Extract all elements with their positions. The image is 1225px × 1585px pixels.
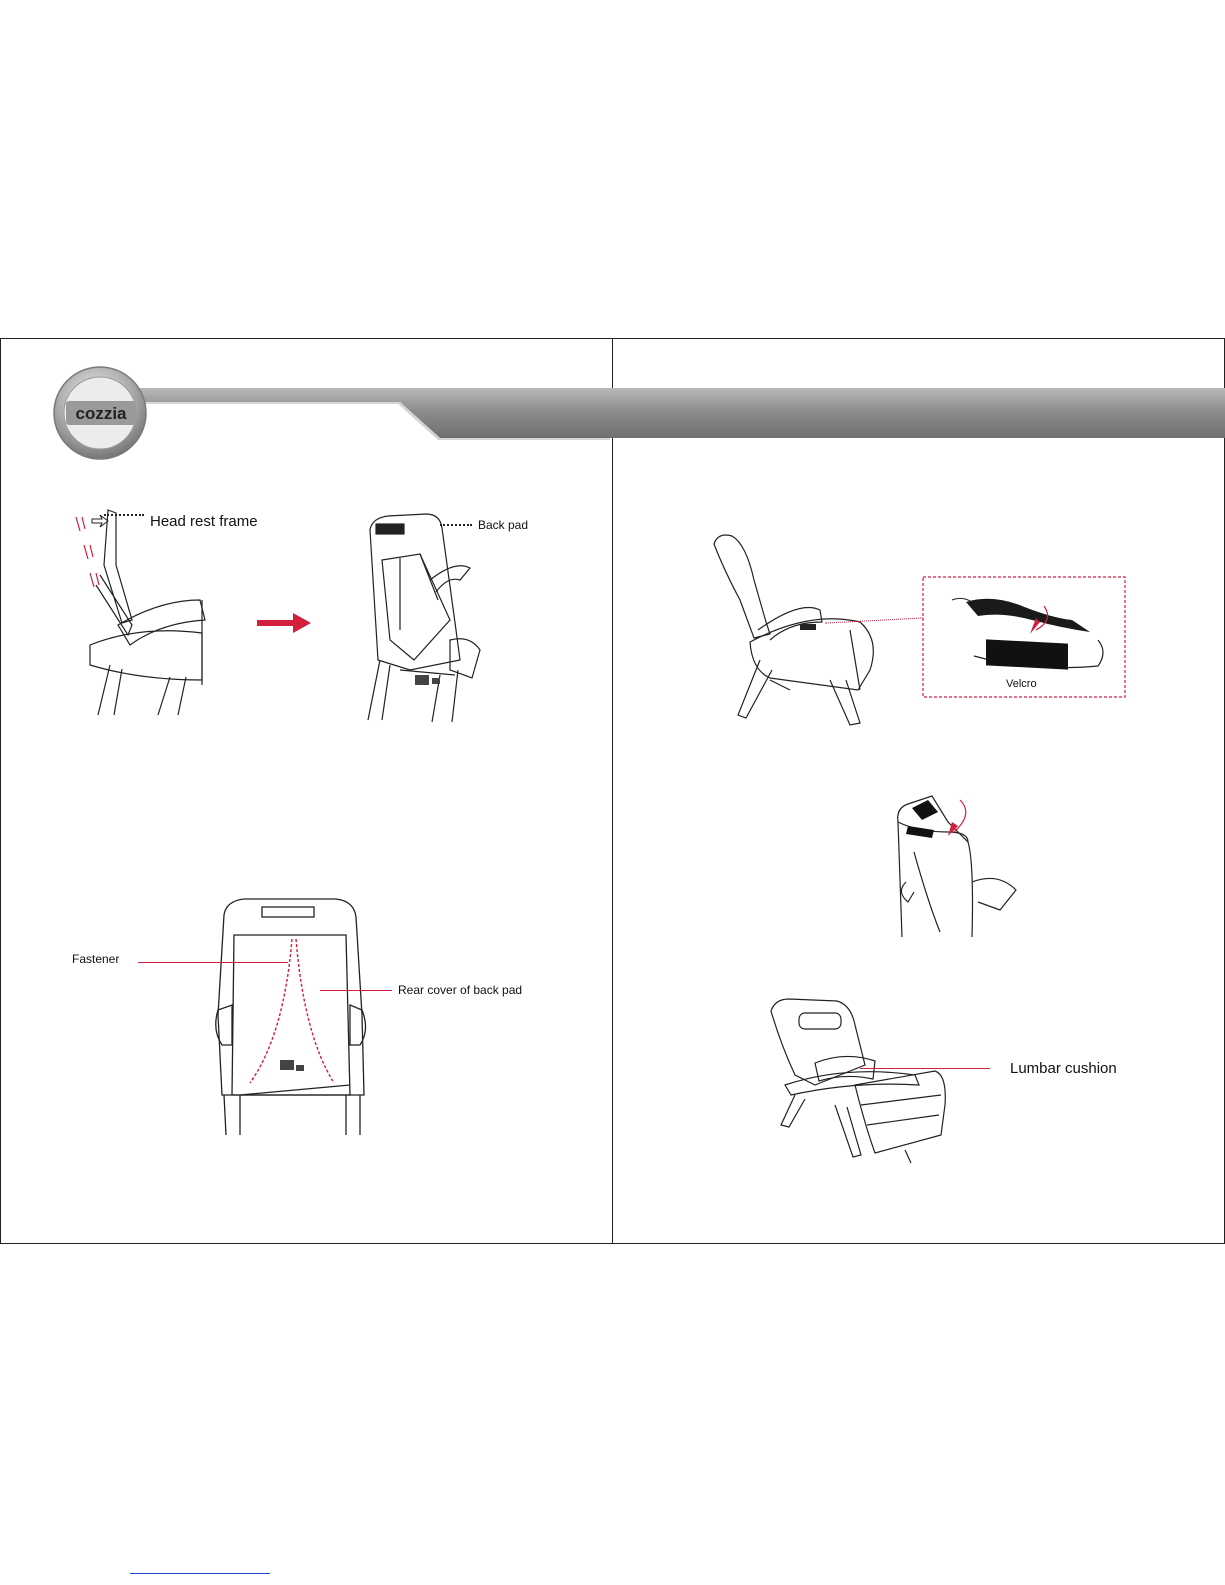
callout-velcro: Velcro — [1006, 678, 1037, 690]
callout-fastener: Fastener — [72, 952, 120, 966]
cozzia-logo — [54, 367, 146, 459]
callout-headrest-frame: Head rest frame — [150, 513, 258, 530]
arrow-right-icon — [255, 610, 315, 636]
figure-lumbar-cushion — [765, 995, 965, 1165]
figure-headrest-fold — [888, 792, 1023, 942]
callout-lumbar-cushion: Lumbar cushion — [1010, 1060, 1117, 1077]
figure-rear-cover — [210, 895, 375, 1140]
callout-rear-cover: Rear cover of back pad — [398, 983, 523, 997]
header-band — [0, 358, 1225, 468]
figure-chair-velcro — [710, 530, 885, 730]
figure-back-pad — [360, 510, 485, 725]
callout-back-pad: Back pad — [478, 518, 529, 532]
logo-text: cozzia — [75, 404, 127, 423]
page-divider — [612, 338, 613, 1244]
footer-link-underline — [130, 1573, 270, 1574]
figure-headrest-frame — [70, 505, 280, 720]
